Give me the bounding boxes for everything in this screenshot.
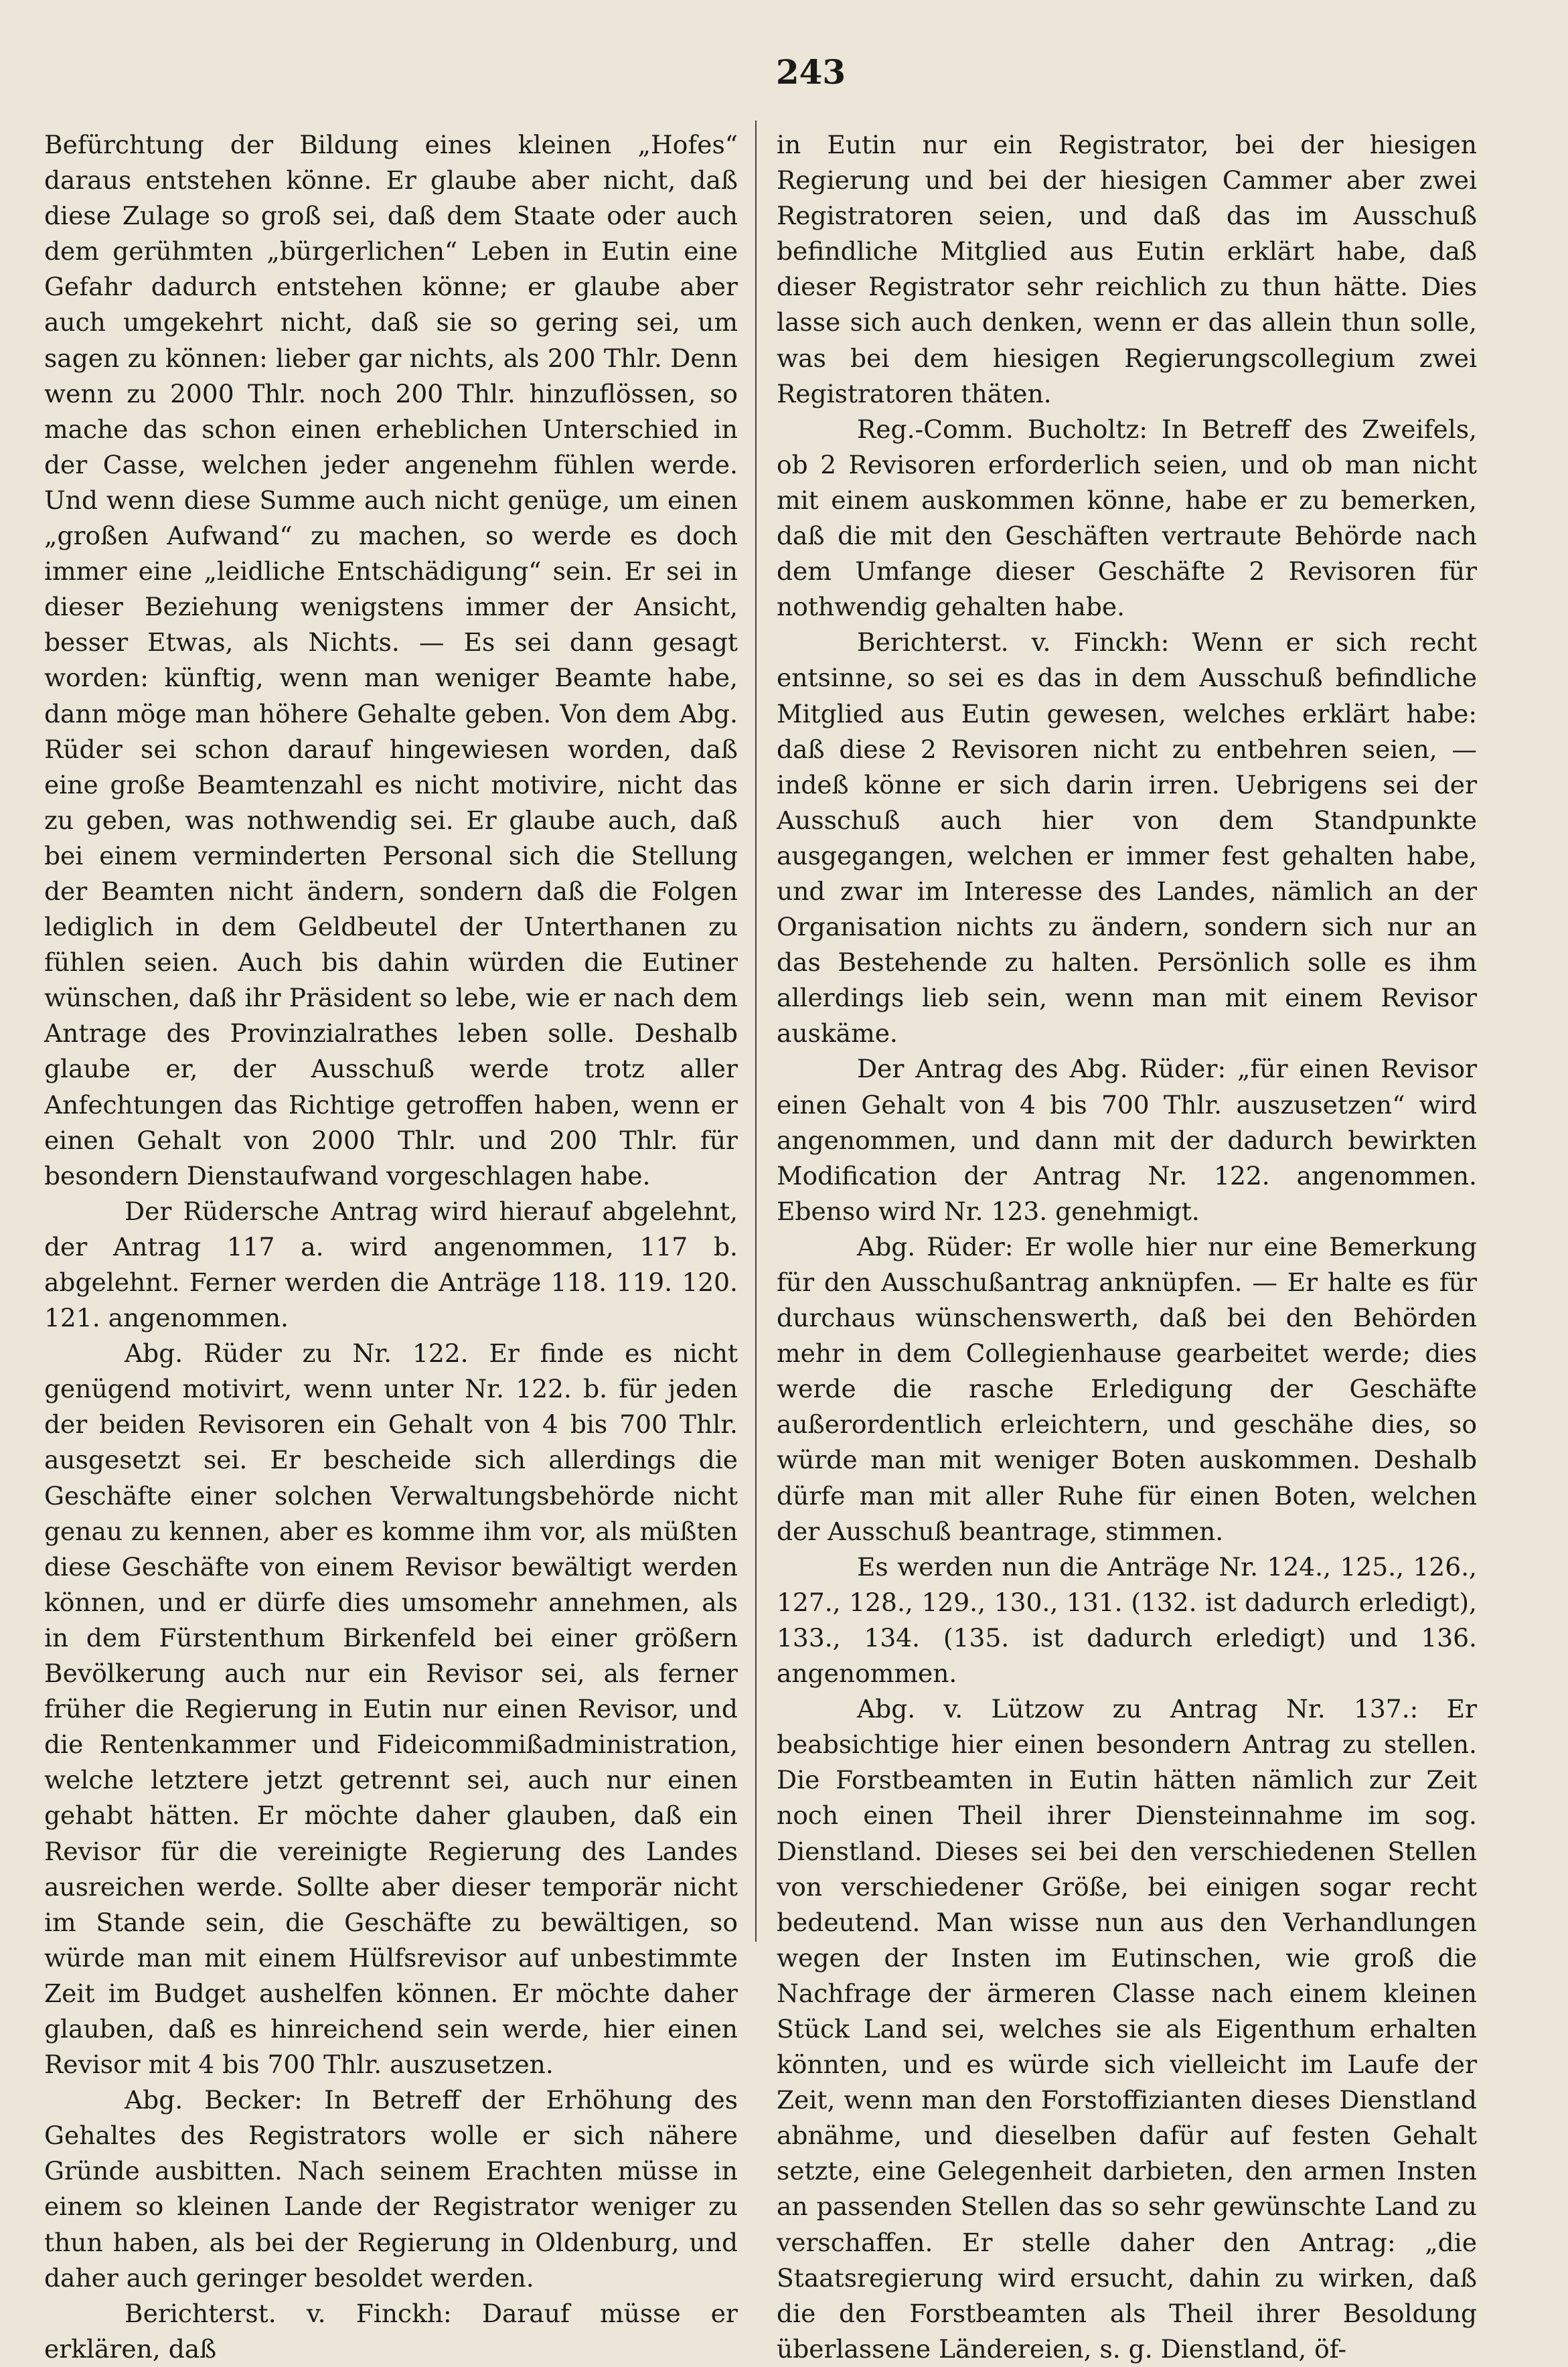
right-column bbox=[777, 127, 1477, 2364]
paragraph: Reg.-Comm. Bucholtz: In Betreff des Zweifels, ob 2 Revisoren erforderlich seien, und ob man nicht mit einem auskommen könne, habe er zu bemerken, daß die mit den Geschäften vertraute Behörde nach dem Umfange dieser Geschäfte 2 Revisoren für nothwendig gehalten habe. bbox=[777, 414, 1477, 622]
paragraph: Abg. Becker: In Betreff der Erhöhung des Gehaltes des Registrators wolle er sich nähere Gründe ausbitten. Nach seinem Erachten müsse in einem so kleinen Lande der Registrator weniger zu thun haben, als bei der Regierung in Oldenburg, und daher auch geringer besoldet werden. bbox=[44, 2085, 738, 2293]
paragraph: Abg. Rüder: Er wolle hier nur eine Bemerkung für den Ausschußantrag anknüpfen. — Er halte es für durchaus wünschenswerth, daß bei den Behörden mehr in dem Collegienhause gearbeitet werde; dies werde die rasche Erledigung der Geschäfte außerordentlich erleichtern, und geschähe dies, so würde man mit weniger Boten auskommen. Deshalb dürfe man mit aller Ruhe für einen Boten, welchen der Ausschuß beantrage, stimmen. bbox=[777, 1231, 1477, 1546]
paragraph: Berichterst. v. Finckh: Wenn er sich recht entsinne, so sei es das in dem Ausschuß befindliche Mitglied aus Eutin gewesen, welches erklärt habe: daß diese 2 Revisoren nicht zu entbehren seien, — indeß könne er sich darin irren. Uebrigens sei der Ausschuß auch hier von dem Standpunkte ausgegangen, welchen er immer fest gehalten habe, und zwar im Interesse des Landes, nämlich an der Organisation nichts zu ändern, sondern sich nur an das Bestehende zu halten. Persönlich solle es ihm allerdings lieb sein, wenn man mit einem Revisor auskäme. bbox=[777, 627, 1477, 1049]
paragraph: Berichterst. v. Finckh: Darauf müsse er erklären, daß bbox=[44, 2298, 738, 2364]
paragraph: Es werden nun die Anträge Nr. 124., 125., 126., 127., 128., 129., 130., 131. (132. ist dadurch erledigt), 133., 134. (135. ist dadurch erledigt) und 136. angenommen. bbox=[777, 1551, 1477, 1689]
paragraph: in Eutin nur ein Registrator, bei der hiesigen Regierung und bei der hiesigen Cammer aber zwei Registratoren seien, und daß das im Ausschuß befindliche Mitglied aus Eutin erklärt habe, daß dieser Registrator sehr reichlich zu thun hätte. Dies lasse sich auch denken, wenn er das allein thun solle, was bei dem hiesigen Regierungscollegium zwei Registratoren thäten. bbox=[777, 130, 1477, 408]
paragraph: Der Antrag des Abg. Rüder: „für einen Revisor einen Gehalt von 4 bis 700 Thlr. auszusetzen“ wird angenommen, und dann mit der dadurch bewirkten Modification der Antrag Nr. 122. angenommen. Ebenso wird Nr. 123. genehmigt. bbox=[777, 1054, 1477, 1226]
paragraph: Abg. v. Lützow zu Antrag Nr. 137.: Er beabsichtige hier einen besondern Antrag zu stellen. Die Forstbeamten in Eutin hätten nämlich zur Zeit noch einen Theil ihrer Diensteinnahme im sog. Dienstland. Dieses sei bei den verschiedenen Stellen von verschiedener Größe, bei einigen sogar recht bedeutend. Man wisse nun aus den Verhandlungen wegen der Insten im Eutinschen, wie groß die Nachfrage der ärmeren Classe nach einem kleinen Stück Land sei, welches sie als Eigenthum erhalten könnten, und es würde sich vielleicht im Laufe der Zeit, wenn man den Forstoffizianten dieses Dienstland abnähme, und dieselben dafür auf festen Gehalt setzte, eine Gelegenheit darbieten, den armen Insten an passenden Stellen das so sehr gewünschte Land zu verschaffen. Er stelle daher den Antrag: „die Staatsregierung wird ersucht, dahin zu wirken, daß die den Forstbeamten als Theil ihrer Besoldung überlassene Ländereien, s. g. Dienstland, öf- bbox=[777, 1694, 1477, 2364]
paragraph: Der Rüdersche Antrag wird hierauf abgelehnt, der Antrag 117 a. wird angenommen, 117 b. abgelehnt. Ferner werden die Anträge 118. 119. 120. 121. angenommen. bbox=[44, 1196, 738, 1333]
column-divider bbox=[755, 121, 757, 1942]
page-number: 243 bbox=[775, 52, 846, 92]
paragraph: Befürchtung der Bildung eines kleinen „Hofes“ daraus entstehen könne. Er glaube aber nicht, daß diese Zulage so groß sei, daß dem Staate oder auch dem gerühmten „bürgerlichen“ Leben in Eutin eine Gefahr dadurch entstehen könne; er glaube aber auch umgekehrt nicht, daß sie so gering sei, um sagen zu können: lieber gar nichts, als 200 Thlr. Denn wenn zu 2000 Thlr. noch 200 Thlr. hinzuflössen, so mache das schon einen erheblichen Unterschied in der Casse, welchen jeder angenehm fühlen werde. Und wenn diese Summe auch nicht genüge, um einen „großen Aufwand“ zu machen, so werde es doch immer eine „leidliche Entschädigung“ sein. Er sei in dieser Beziehung wenigstens immer der Ansicht, besser Etwas, als Nichts. — Es sei dann gesagt worden: künftig, wenn man weniger Beamte habe, dann möge man höhere Gehalte geben. Von dem Abg. Rüder sei schon darauf hingewiesen worden, daß eine große Beamtenzahl es nicht motivire, nicht das zu geben, was nothwendig sei. Er glaube auch, daß bei einem verminderten Personal sich die Stellung der Beamten nicht ändern, sondern daß die Folgen lediglich in dem Geldbeutel der Unterthanen zu fühlen seien. Auch bis dahin würden die Eutiner wünschen, daß ihr Präsident so lebe, wie er nach dem Antrage des Provinzialrathes leben solle. Deshalb glaube er, der Ausschuß werde trotz aller Anfechtungen das Richtige getroffen haben, wenn er einen Gehalt von 2000 Thlr. und 200 Thlr. für besondern Dienstaufwand vorgeschlagen habe. bbox=[44, 130, 738, 1191]
paragraph: Abg. Rüder zu Nr. 122. Er finde es nicht genügend motivirt, wenn unter Nr. 122. b. für jeden der beiden Revisoren ein Gehalt von 4 bis 700 Thlr. ausgesetzt sei. Er bescheide sich allerdings die Geschäfte einer solchen Verwaltungsbehörde nicht genau zu kennen, aber es komme ihm vor, als müßten diese Geschäfte von einem Revisor bewältigt werden können, und er dürfe dies umsomehr annehmen, als in dem Fürstenthum Birkenfeld bei einer größern Bevölkerung auch nur ein Revisor sei, als ferner früher die Regierung in Eutin nur einen Revisor, und die Rentenkammer und Fideicommißadministration, welche letztere jetzt getrennt sei, auch nur einen gehabt hätten. Er möchte daher glauben, daß ein Revisor für die vereinigte Regierung des Landes ausreichen werde. Sollte aber dieser temporär nicht im Stande sein, die Geschäfte zu bewältigen, so würde man mit einem Hülfsrevisor auf unbestimmte Zeit im Budget aushelfen können. Er möchte daher glauben, daß es hinreichend sein werde, hier einen Revisor mit 4 bis 700 Thlr. auszusetzen. bbox=[44, 1339, 738, 2080]
left-column bbox=[44, 127, 738, 2364]
